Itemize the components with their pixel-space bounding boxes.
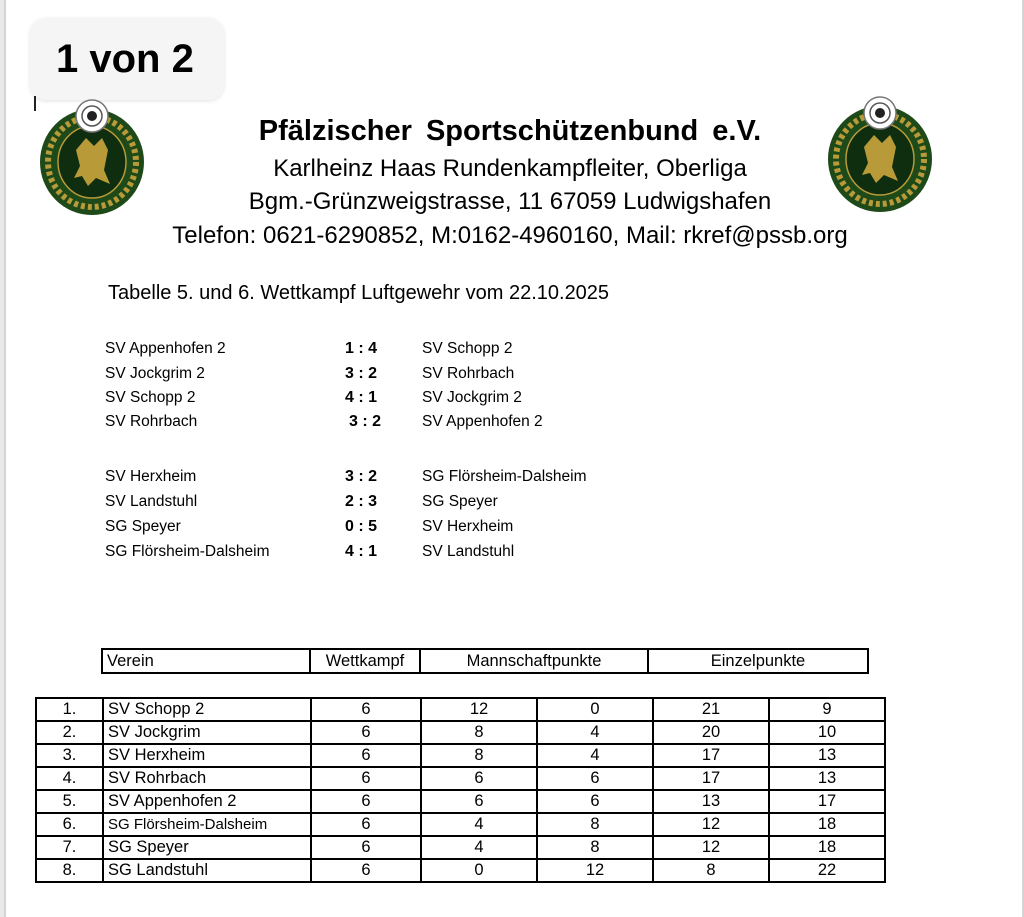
table-row [36, 767, 885, 790]
club-cell: SG Speyer [103, 836, 311, 859]
competitions-cell: 6 [311, 698, 421, 721]
club-cell: SV Appenhofen 2 [103, 790, 311, 813]
rank-cell: 4. [36, 767, 103, 790]
team-points-lost-cell: 4 [537, 744, 653, 767]
individual-points-lost-cell: 9 [769, 698, 885, 721]
match-score: 2 : 3 [344, 493, 377, 510]
team-points-won-cell: 12 [421, 698, 537, 721]
competitions-cell: 6 [311, 836, 421, 859]
away-team: SV Schopp 2 [422, 340, 513, 357]
individual-points-won-cell: 20 [653, 721, 769, 744]
table-row [36, 813, 885, 836]
organization-name: Pfälzischer Sportschützenbund e.V. [258, 115, 762, 147]
rank-cell: 2. [36, 721, 103, 744]
header-individual-points: Einzelpunkte [648, 649, 868, 673]
text-cursor [34, 96, 36, 111]
individual-points-won-cell: 12 [653, 813, 769, 836]
rank-cell: 3. [36, 744, 103, 767]
header-club: Verein [102, 649, 310, 673]
away-team: SV Jockgrim 2 [422, 389, 522, 406]
individual-points-won-cell: 13 [653, 790, 769, 813]
individual-points-lost-cell: 10 [769, 721, 885, 744]
table-row [36, 698, 885, 721]
competitions-cell: 6 [311, 767, 421, 790]
letterhead-address: Bgm.-Grünzweigstrasse, 11 67059 Ludwigshafen [248, 188, 772, 215]
match-score: 3 : 2 [348, 413, 381, 430]
individual-points-won-cell: 21 [653, 698, 769, 721]
team-points-won-cell: 6 [421, 790, 537, 813]
individual-points-won-cell: 12 [653, 836, 769, 859]
table-row [36, 836, 885, 859]
table-row [36, 744, 885, 767]
competitions-cell: 6 [311, 859, 421, 882]
competitions-cell: 6 [311, 790, 421, 813]
home-team: SV Herxheim [105, 468, 197, 485]
team-points-won-cell: 8 [421, 744, 537, 767]
club-cell: SV Jockgrim [103, 721, 311, 744]
individual-points-lost-cell: 13 [769, 744, 885, 767]
team-points-lost-cell: 12 [537, 859, 653, 882]
standings-table [35, 697, 886, 883]
team-points-won-cell: 8 [421, 721, 537, 744]
home-team: SV Landstuhl [105, 493, 198, 510]
table-row [36, 721, 885, 744]
rank-cell: 8. [36, 859, 103, 882]
results-title: Tabelle 5. und 6. Wettkampf Luftgewehr vom 22.10.2025 [108, 282, 610, 304]
home-team: SV Appenhofen 2 [105, 340, 226, 357]
team-points-won-cell: 4 [421, 836, 537, 859]
table-row [36, 790, 885, 813]
individual-points-lost-cell: 22 [769, 859, 885, 882]
rank-cell: 5. [36, 790, 103, 813]
page-indicator: 1 von 2 [30, 18, 224, 100]
team-points-lost-cell: 4 [537, 721, 653, 744]
club-cell: SG Landstuhl [103, 859, 311, 882]
match-score: 1 : 4 [344, 340, 377, 357]
individual-points-lost-cell: 17 [769, 790, 885, 813]
away-team: SG Speyer [422, 493, 498, 510]
individual-points-lost-cell: 18 [769, 813, 885, 836]
individual-points-lost-cell: 13 [769, 767, 885, 790]
home-team: SV Jockgrim 2 [105, 365, 205, 382]
away-team: SV Herxheim [422, 518, 514, 535]
match-score: 4 : 1 [344, 543, 377, 560]
individual-points-lost-cell: 18 [769, 836, 885, 859]
header-competition: Wettkampf [310, 649, 420, 673]
individual-points-won-cell: 17 [653, 767, 769, 790]
competitions-cell: 6 [311, 721, 421, 744]
individual-points-won-cell: 17 [653, 744, 769, 767]
away-team: SV Appenhofen 2 [422, 413, 543, 430]
club-cell: SV Rohrbach [103, 767, 311, 790]
club-cell: SV Herxheim [103, 744, 311, 767]
team-points-lost-cell: 6 [537, 790, 653, 813]
team-points-lost-cell: 0 [537, 698, 653, 721]
home-team: SV Rohrbach [105, 413, 198, 430]
standings-header [101, 648, 869, 674]
match-score: 3 : 2 [344, 468, 377, 485]
team-points-lost-cell: 6 [537, 767, 653, 790]
match-score: 3 : 2 [344, 365, 377, 382]
team-points-won-cell: 6 [421, 767, 537, 790]
away-team: SV Rohrbach [422, 365, 515, 382]
home-team: SV Schopp 2 [105, 389, 196, 406]
team-points-lost-cell: 8 [537, 813, 653, 836]
competitions-cell: 6 [311, 744, 421, 767]
rank-cell: 6. [36, 813, 103, 836]
match-score: 4 : 1 [344, 389, 377, 406]
rank-cell: 1. [36, 698, 103, 721]
team-points-won-cell: 4 [421, 813, 537, 836]
rank-cell: 7. [36, 836, 103, 859]
away-team: SV Landstuhl [422, 543, 515, 560]
team-points-lost-cell: 8 [537, 836, 653, 859]
club-cell: SG Flörsheim-Dalsheim [103, 813, 311, 836]
competitions-cell: 6 [311, 813, 421, 836]
home-team: SG Flörsheim-Dalsheim [105, 543, 270, 560]
header-team-points: Mannschaftpunkte [420, 649, 648, 673]
table-row [36, 859, 885, 882]
letterhead-role: Karlheinz Haas Rundenkampfleiter, Oberliga [273, 155, 747, 182]
club-cell: SV Schopp 2 [103, 698, 311, 721]
letterhead-contact: Telefon: 0621-6290852, M:0162-4960160, Mail: rkref@pssb.org [172, 222, 848, 249]
individual-points-won-cell: 8 [653, 859, 769, 882]
team-points-won-cell: 0 [421, 859, 537, 882]
home-team: SG Speyer [105, 518, 181, 535]
match-score: 0 : 5 [344, 518, 377, 535]
away-team: SG Flörsheim-Dalsheim [422, 468, 587, 485]
